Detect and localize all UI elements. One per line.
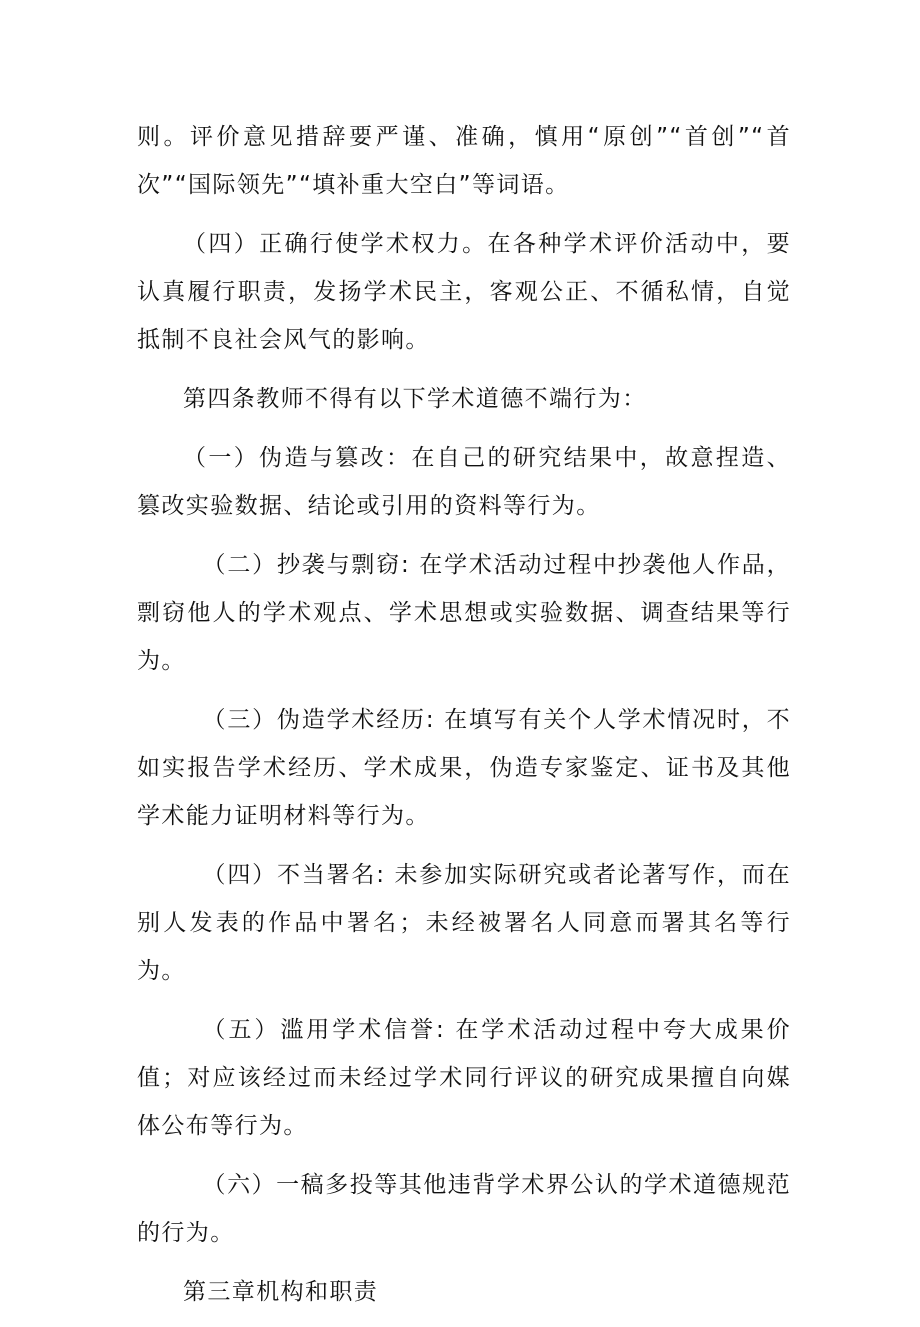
article-four-heading: 第四条教师不得有以下学术道德不端行为： — [183, 386, 647, 412]
paragraph-improper-authorship: （四）不当署名: 未参加实际研究或者论著写作，而在别人发表的作品中署名；未经被署名人同意而署其名等行为。 — [137, 862, 791, 984]
chapter-three-heading: 第三章机构和职责 — [183, 1279, 379, 1305]
paragraph-plagiarism: （二）抄袭与剽窃: 在学术活动过程中抄袭他人作品，剽窃他人的学术观点、学术思想或实验数据、调查结果等行为。 — [137, 552, 791, 674]
document-body — [137, 113, 791, 1327]
paragraph-evaluation-wording: 则。评价意见措辞要严谨、准确，慎用“原创”“首创”“首次”“国际领先”“填补重大空白”等词语。 — [137, 124, 791, 198]
paragraph-fabrication: （一）伪造与篡改：在自己的研究结果中，故意捏造、篡改实验数据、结论或引用的资料等行为。 — [137, 445, 791, 519]
paragraph-reputation-abuse: （五）滥用学术信誉: 在学术活动过程中夸大成果价值；对应该经过而未经过学术同行评议的研究成果擅自向媒体公布等行为。 — [137, 1017, 791, 1139]
paragraph-duplicate-submission: （六）一稿多投等其他违背学术界公认的学术道德规范的行为。 — [137, 1172, 791, 1246]
paragraph-fake-experience: （三）伪造学术经历: 在填写有关个人学术情况时，不如实报告学术经历、学术成果，伪造专家鉴定、证书及其他学术能力证明材料等行为。 — [137, 707, 791, 829]
paragraph-academic-power: （四）正确行使学术权力。在各种学术评价活动中，要认真履行职责，发扬学术民主，客观公正、不循私情，自觉抵制不良社会风气的影响。 — [137, 231, 791, 353]
